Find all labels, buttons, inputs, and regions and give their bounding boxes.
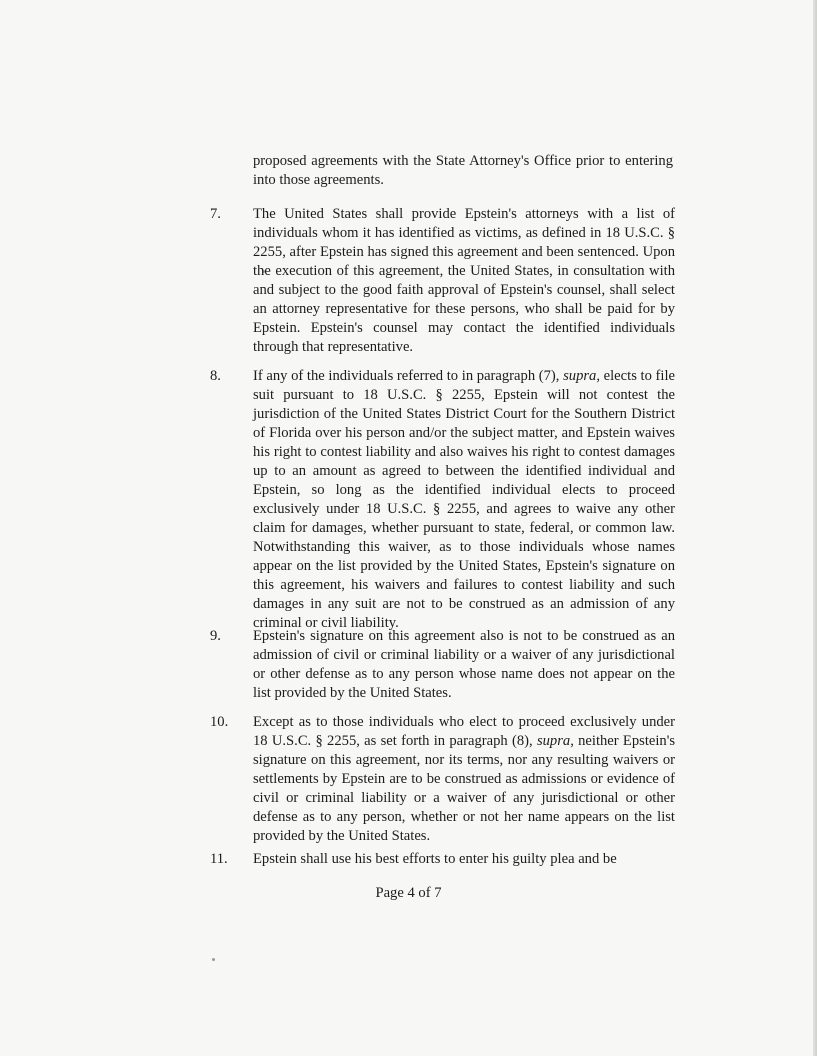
paragraph-number: 10.	[210, 714, 229, 730]
paragraph-number: 8.	[210, 368, 221, 384]
paragraph-text-part: If any of the individuals referred to in paragraph (7),	[253, 368, 564, 384]
paragraph-text-part: , neither Epstein's signature on this agreement, nor its terms, nor any resulting waivers or settlements by Epstein are to be construed as admissions or evidence of civil or criminal liability or a waiver of any jurisdictional or other defense as to any person, whether or not her name appears on the list provided by the United States.	[253, 733, 676, 844]
paragraph-text: The United States shall provide Epstein's attorneys with a list of individuals whom it has identified as victims, as defined in 18 U.S.C. § 2255, after Epstein has signed this agreement and been sentenced. Upon the execution of this agreement, the United States, in consultation with and subject to the good faith approval of Epstein's counsel, shall select an attorney representative for these persons, who shall be paid for by Epstein. Epstein's counsel may contact the identified individuals through that representative.	[253, 206, 675, 355]
paragraph-text: Epstein's signature on this agreement also is not to be construed as an admission of civil or criminal liability or a waiver of any jurisdictional or other defense as to any person whose name does not appear on the list provided by the United States.	[253, 628, 675, 701]
paragraph-9	[210, 627, 675, 703]
paragraph-continuation: proposed agreements with the State Attorney's Office prior to entering into those agreements.	[253, 153, 673, 188]
paragraph-text	[253, 713, 675, 846]
paragraph-text-part: , elects to file suit pursuant to 18 U.S.C. § 2255, Epstein will not contest the jurisdiction of the United States District Court for the Southern District of Florida over his person and/or the subject matter, and Epstein waives his right to contest liability and also waives his right to contest damages up to an amount as agreed to between the identified individual and Epstein, so long as the identified individual elects to proceed exclusively under 18 U.S.C. § 2255, and agrees to waive any other claim for damages, whether pursuant to state, federal, or common law. Notwithstanding this waiver, as to those individuals whose names appear on the list provided by the United States, Epstein's signature on this agreement, his waivers and failures to contest liability and such damages in any suit are not to be construed as an admission of any criminal or civil liability.	[253, 368, 675, 631]
paragraph-text	[253, 367, 675, 633]
paragraph-number: 7.	[210, 206, 221, 222]
supra-italic: supra	[563, 368, 597, 384]
paragraph-10	[210, 713, 675, 846]
supra-italic: supra	[536, 733, 571, 749]
paragraph-11	[210, 850, 675, 869]
page-number-footer: Page 4 of 7	[375, 885, 442, 901]
paragraph-number: 11.	[210, 851, 228, 867]
paragraph-text: Epstein shall use his best efforts to enter his guilty plea and be	[253, 851, 617, 867]
scan-speck	[212, 958, 215, 961]
paragraph-8	[210, 367, 675, 633]
paragraph-number: 9.	[210, 628, 221, 644]
paragraph-7	[210, 205, 675, 357]
paragraph-text-part: Except as to those individuals who elect to proceed exclusively under 18 U.S.C. § 2255, as set forth in paragraph (8),	[253, 714, 675, 749]
